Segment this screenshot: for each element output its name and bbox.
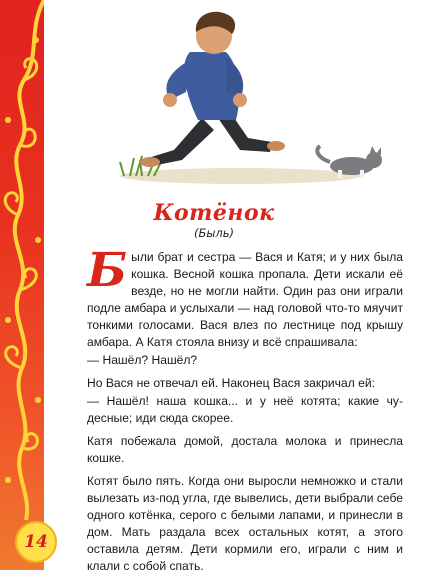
boy-and-kitten-illustration	[90, 0, 400, 190]
boy-arm-front	[226, 58, 243, 98]
story-subtitle: (Быль)	[193, 226, 235, 240]
story-paragraph	[87, 243, 403, 351]
story-paragraph: Котят было пять. Когда они выросли немножко и стали вылезать из-под угла, где вывелись, дети выбрали себе одного котёнка, серого с белыми лапами, и принесли в дом. Мать раздала всех остальных котят, а этого оставила детям. Дети кормили его, играли с ним и клали с собой спать.	[87, 474, 403, 573]
drop-cap-letter: Б	[87, 243, 128, 298]
story-paragraph: Но Вася не отвечал ей. Наконец Вася закричал ей:	[87, 376, 375, 390]
boy-hand-front	[233, 93, 247, 107]
story-paragraph: — Нашёл? Нашёл?	[87, 353, 198, 367]
boy-foot-back	[140, 157, 160, 167]
boy-foot-front	[267, 141, 285, 151]
story-text	[87, 243, 403, 575]
ornament-swirls	[0, 0, 44, 570]
story-paragraph: — Нашёл! наша кошка... и у неё котята; какие чудесные; иди сюда скорее.	[87, 394, 403, 425]
paragraph-text: ыли брат и сестра — Вася и Катя; и у них была кошка. Весной кошка пропала. Дети искали её везде, но не могли найти. Один раз они играли подле амбара и услыхали — над головой что-то мяучит тонкими голосами. Вася влез по лестнице под крышу амбара. А Катя стояла внизу и всё спрашивала:	[87, 250, 403, 349]
decorative-page-border	[0, 0, 44, 570]
boy-hand-back	[163, 93, 177, 107]
page-number: 14	[15, 521, 57, 563]
story-paragraph: Катя побежала домой, достала молока и принесла кошке.	[87, 434, 403, 465]
boy-leg-back	[148, 118, 214, 166]
story-title: Котёнок	[153, 200, 275, 226]
